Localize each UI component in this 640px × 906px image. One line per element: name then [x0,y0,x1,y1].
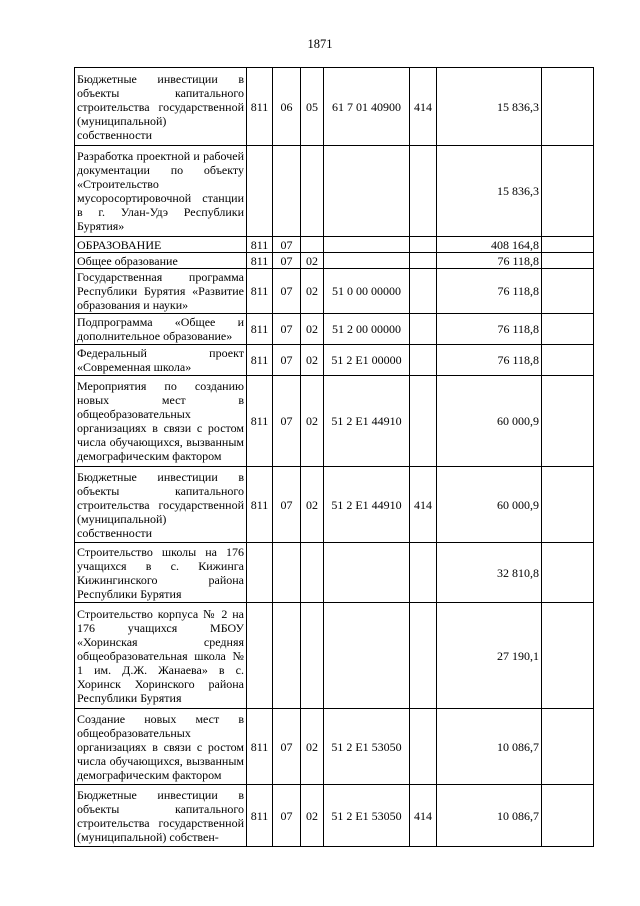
ministry-code-cell [247,543,273,603]
amount-cell: 32 810,8 [437,543,542,603]
row-name-cell: Бюджетные инвестиции в объекты капитального строительства государственной (муниципальной) собствен- [75,785,247,847]
extra-cell [542,253,594,269]
subsection-code-cell [301,146,324,237]
extra-cell [542,467,594,543]
section-code-cell: 07 [273,253,301,269]
target-article-cell: 51 2 E1 00000 [324,345,410,376]
ministry-code-cell: 811 [247,253,273,269]
table-row [75,603,594,709]
target-article-cell: 51 2 00 00000 [324,314,410,345]
extra-cell [542,603,594,709]
amount-cell: 15 836,3 [437,68,542,146]
subsection-code-cell: 02 [301,376,324,467]
section-code-cell: 07 [273,237,301,253]
table-row [75,68,594,146]
amount-cell: 27 190,1 [437,603,542,709]
section-code-cell: 07 [273,314,301,345]
subsection-code-cell: 02 [301,709,324,785]
amount-cell: 10 086,7 [437,709,542,785]
target-article-cell [324,146,410,237]
extra-cell [542,269,594,314]
table-row [75,785,594,847]
target-article-cell [324,253,410,269]
expense-type-cell: 414 [410,785,437,847]
ministry-code-cell: 811 [247,68,273,146]
section-code-cell: 07 [273,376,301,467]
row-name-cell: Создание новых мест в общеобразовательных организациях в связи с ростом числа обучающихся, вызванным демографическим фактором [75,709,247,785]
row-name-cell: Федеральный проект «Современная школа» [75,345,247,376]
target-article-cell: 51 2 E1 44910 [324,467,410,543]
row-name-cell: Общее образование [75,253,247,269]
section-code-cell: 07 [273,467,301,543]
subsection-code-cell: 02 [301,269,324,314]
table-row [75,376,594,467]
target-article-cell: 61 7 01 40900 [324,68,410,146]
expense-type-cell [410,543,437,603]
row-name-cell: Государственная программа Республики Бурятия «Развитие образования и науки» [75,269,247,314]
section-code-cell: 07 [273,345,301,376]
table-row [75,269,594,314]
expense-type-cell [410,603,437,709]
table-row [75,543,594,603]
expense-type-cell [410,709,437,785]
ministry-code-cell [247,603,273,709]
amount-cell: 15 836,3 [437,146,542,237]
row-name-cell: Строительство корпуса № 2 на 176 учащихся МБОУ «Хоринская средняя общеобразовательная школа № 1 им. Д.Ж. Жанаева» в с. Хоринск Хоринского района Республики Бурятия [75,603,247,709]
subsection-code-cell: 02 [301,345,324,376]
extra-cell [542,785,594,847]
section-code-cell [273,146,301,237]
subsection-code-cell: 05 [301,68,324,146]
ministry-code-cell: 811 [247,314,273,345]
subsection-code-cell: 02 [301,785,324,847]
target-article-cell: 51 2 E1 53050 [324,785,410,847]
extra-cell [542,237,594,253]
table-row [75,467,594,543]
target-article-cell: 51 2 E1 44910 [324,376,410,467]
section-code-cell [273,543,301,603]
expense-type-cell [410,253,437,269]
expense-type-cell [410,269,437,314]
subsection-code-cell [301,237,324,253]
table-row [75,345,594,376]
target-article-cell [324,237,410,253]
expense-type-cell [410,376,437,467]
section-code-cell: 06 [273,68,301,146]
subsection-code-cell [301,603,324,709]
ministry-code-cell: 811 [247,709,273,785]
extra-cell [542,543,594,603]
subsection-code-cell: 02 [301,314,324,345]
expense-type-cell: 414 [410,68,437,146]
ministry-code-cell: 811 [247,376,273,467]
row-name-cell: Разработка проектной и рабочей документации по объекту «Строительство мусоросортировочной станции в г. Улан-Удэ Республики Бурятия» [75,146,247,237]
expense-type-cell [410,237,437,253]
amount-cell: 60 000,9 [437,467,542,543]
extra-cell [542,314,594,345]
row-name-cell: Бюджетные инвестиции в объекты капитального строительства государственной (муниципальной) собственности [75,467,247,543]
table-row [75,146,594,237]
extra-cell [542,376,594,467]
row-name-cell: Строительство школы на 176 учащихся в с. Кижинга Кижингинского района Республики Бурятия [75,543,247,603]
section-code-cell [273,603,301,709]
extra-cell [542,345,594,376]
expense-type-cell: 414 [410,467,437,543]
target-article-cell: 51 2 E1 53050 [324,709,410,785]
budget-table [74,67,594,847]
amount-cell: 408 164,8 [437,237,542,253]
table-row [75,237,594,253]
expense-type-cell [410,146,437,237]
section-code-cell: 07 [273,709,301,785]
amount-cell: 76 118,8 [437,253,542,269]
ministry-code-cell: 811 [247,237,273,253]
amount-cell: 76 118,8 [437,269,542,314]
expense-type-cell [410,345,437,376]
amount-cell: 76 118,8 [437,314,542,345]
row-name-cell: ОБРАЗОВАНИЕ [75,237,247,253]
extra-cell [542,146,594,237]
amount-cell: 10 086,7 [437,785,542,847]
extra-cell [542,68,594,146]
section-code-cell: 07 [273,269,301,314]
subsection-code-cell [301,543,324,603]
table-row [75,709,594,785]
row-name-cell: Подпрограмма «Общее и дополнительное образование» [75,314,247,345]
ministry-code-cell: 811 [247,345,273,376]
expense-type-cell [410,314,437,345]
ministry-code-cell: 811 [247,467,273,543]
ministry-code-cell: 811 [247,269,273,314]
table-row [75,253,594,269]
target-article-cell [324,603,410,709]
section-code-cell: 07 [273,785,301,847]
subsection-code-cell: 02 [301,467,324,543]
page-number: 1871 [307,37,333,51]
amount-cell: 76 118,8 [437,345,542,376]
extra-cell [542,709,594,785]
amount-cell: 60 000,9 [437,376,542,467]
target-article-cell [324,543,410,603]
row-name-cell: Мероприятия по созданию новых мест в общеобразовательных организациях в связи с ростом числа обучающихся, вызванным демографическим фактором [75,376,247,467]
subsection-code-cell: 02 [301,253,324,269]
row-name-cell: Бюджетные инвестиции в объекты капитального строительства государственной (муниципальной) собственности [75,68,247,146]
table-row [75,314,594,345]
ministry-code-cell [247,146,273,237]
ministry-code-cell: 811 [247,785,273,847]
target-article-cell: 51 0 00 00000 [324,269,410,314]
